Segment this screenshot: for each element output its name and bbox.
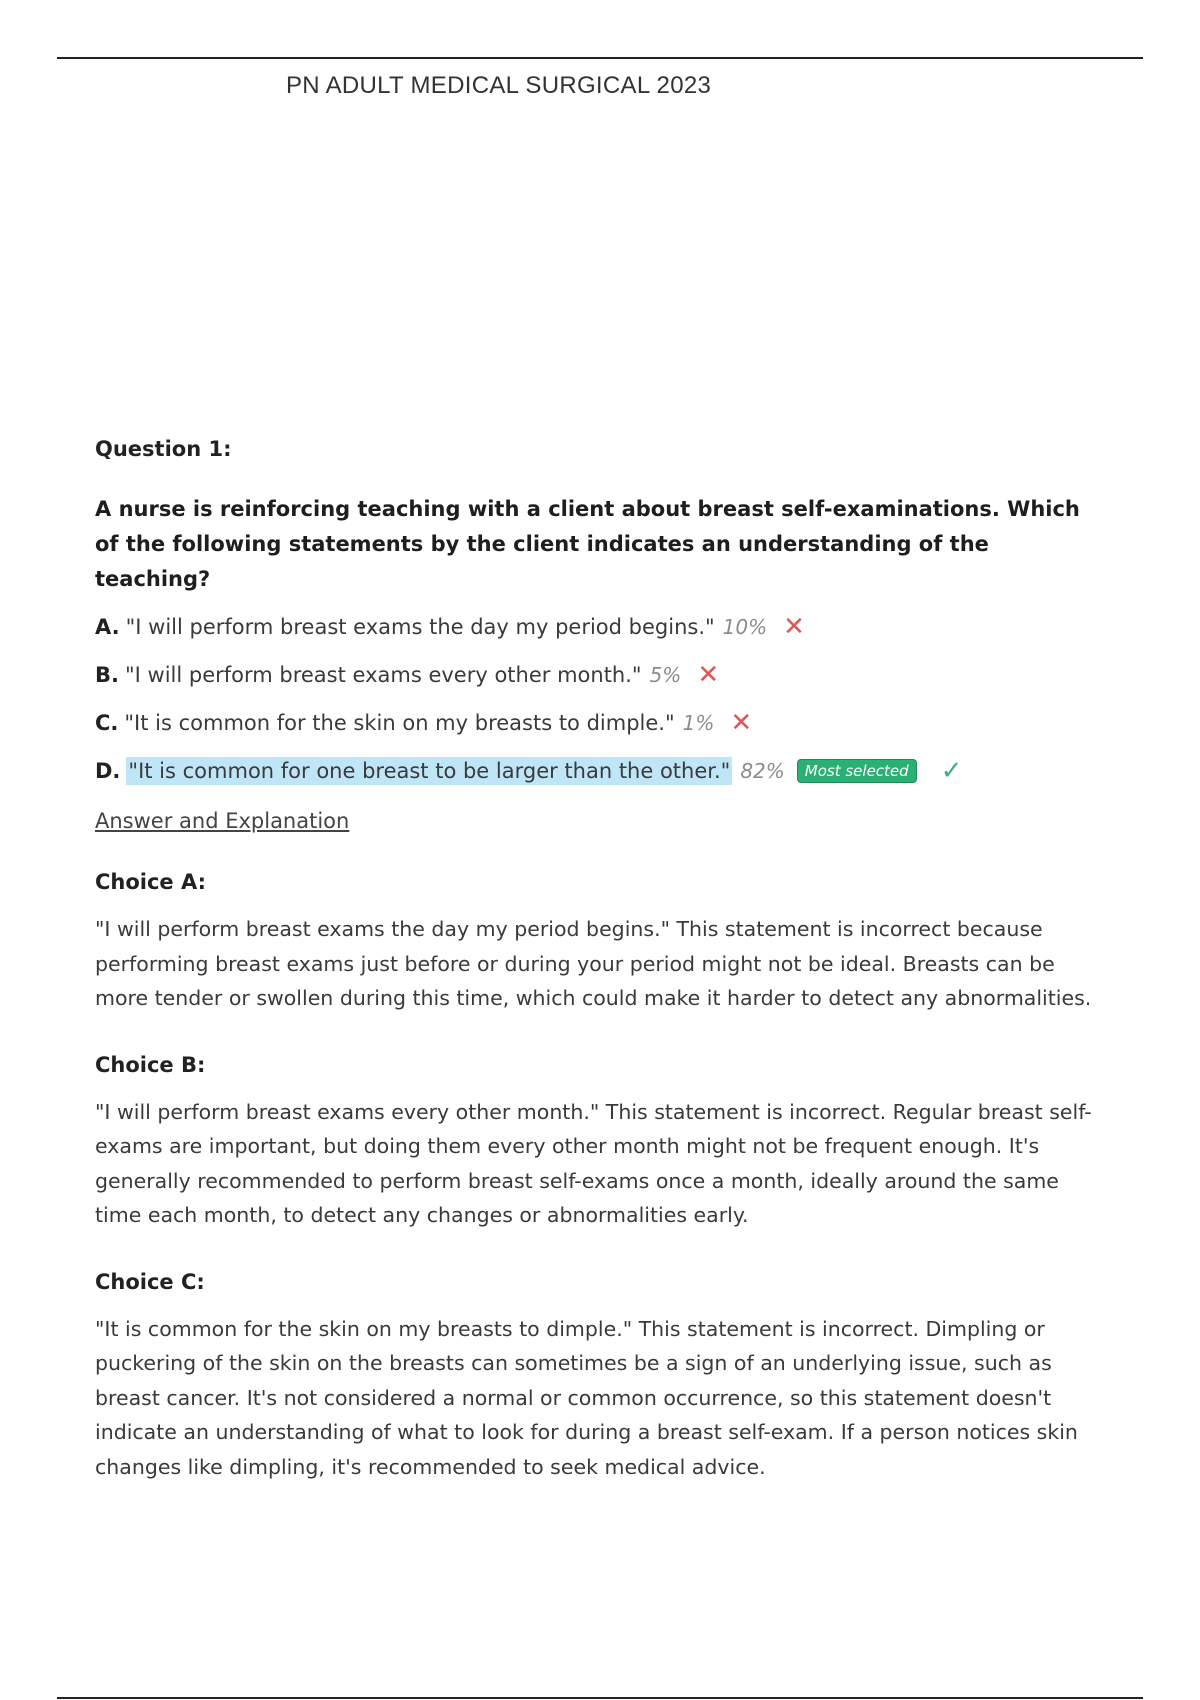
choice-a-title: Choice A:: [95, 870, 207, 894]
cross-icon: ✕: [697, 660, 720, 690]
option-text: "I will perform breast exams every other month.": [124, 663, 642, 687]
choice-c-title: Choice C:: [95, 1269, 205, 1294]
option-letter: B.: [95, 663, 119, 687]
most-selected-badge: Most selected: [797, 759, 917, 783]
option-text: "I will perform breast exams the day my period begins.": [125, 615, 715, 639]
option-letter: D.: [95, 759, 121, 783]
choice-a-explanation: "I will perform breast exams the day my period begins." This statement is incorrect because performing breast exams just before or during your period might not be ideal. Breasts can be more tender or swollen during this time, which could make it harder to detect any abnormalities.: [95, 917, 1092, 1010]
document-header: PN ADULT MEDICAL SURGICAL 2023: [286, 72, 712, 99]
choice-b-title: Choice B:: [95, 1052, 206, 1077]
check-icon: ✓: [940, 756, 963, 786]
choice-c-explanation: "It is common for the skin on my breasts to dimple." This statement is incorrect. Dimpling or puckering of the skin on the breasts can sometimes be a sign of an underlying issue, such as breast cancer. It's not considered a normal or common occurrence, so this statement doesn't indicate an understanding of what to look for during a breast self-exam. If a person notices skin changes like dimpling, it's recommended to seek medical advice.: [95, 1316, 1078, 1479]
option-a[interactable]: [95, 603, 1105, 651]
option-percent: 5%: [649, 663, 682, 687]
question-text: A nurse is reinforcing teaching with a client about breast self-examinations. Which of the following statements by the client indicates an understanding of the teaching?: [95, 497, 1080, 591]
option-b[interactable]: [95, 651, 1105, 699]
option-text: "It is common for the skin on my breasts to dimple.": [124, 711, 675, 735]
option-text: "It is common for one breast to be larger than the other.": [128, 759, 731, 783]
question-content: [95, 437, 1105, 1521]
cross-icon: ✕: [783, 612, 805, 642]
question-label: Question 1:: [95, 437, 232, 461]
option-percent: 82%: [740, 759, 785, 783]
option-letter: C.: [95, 711, 119, 735]
option-percent: 1%: [682, 711, 715, 735]
option-letter: A.: [95, 615, 120, 639]
option-d[interactable]: [95, 747, 1105, 795]
cross-icon: ✕: [730, 708, 753, 738]
choice-b-explanation: "I will perform breast exams every other month." This statement is incorrect. Regular breast self-exams are important, but doing them every other month might not be frequent enough. It's generally recommended to perform breast self-exams once a month, ideally around the same time each month, to detect any changes or abnormalities early.: [95, 1099, 1092, 1227]
answer-explanation-link[interactable]: Answer and Explanation: [95, 809, 350, 833]
bottom-rule: [57, 1697, 1143, 1699]
option-c[interactable]: [95, 699, 1105, 747]
option-percent: 10%: [722, 615, 768, 639]
top-rule: [57, 57, 1143, 59]
